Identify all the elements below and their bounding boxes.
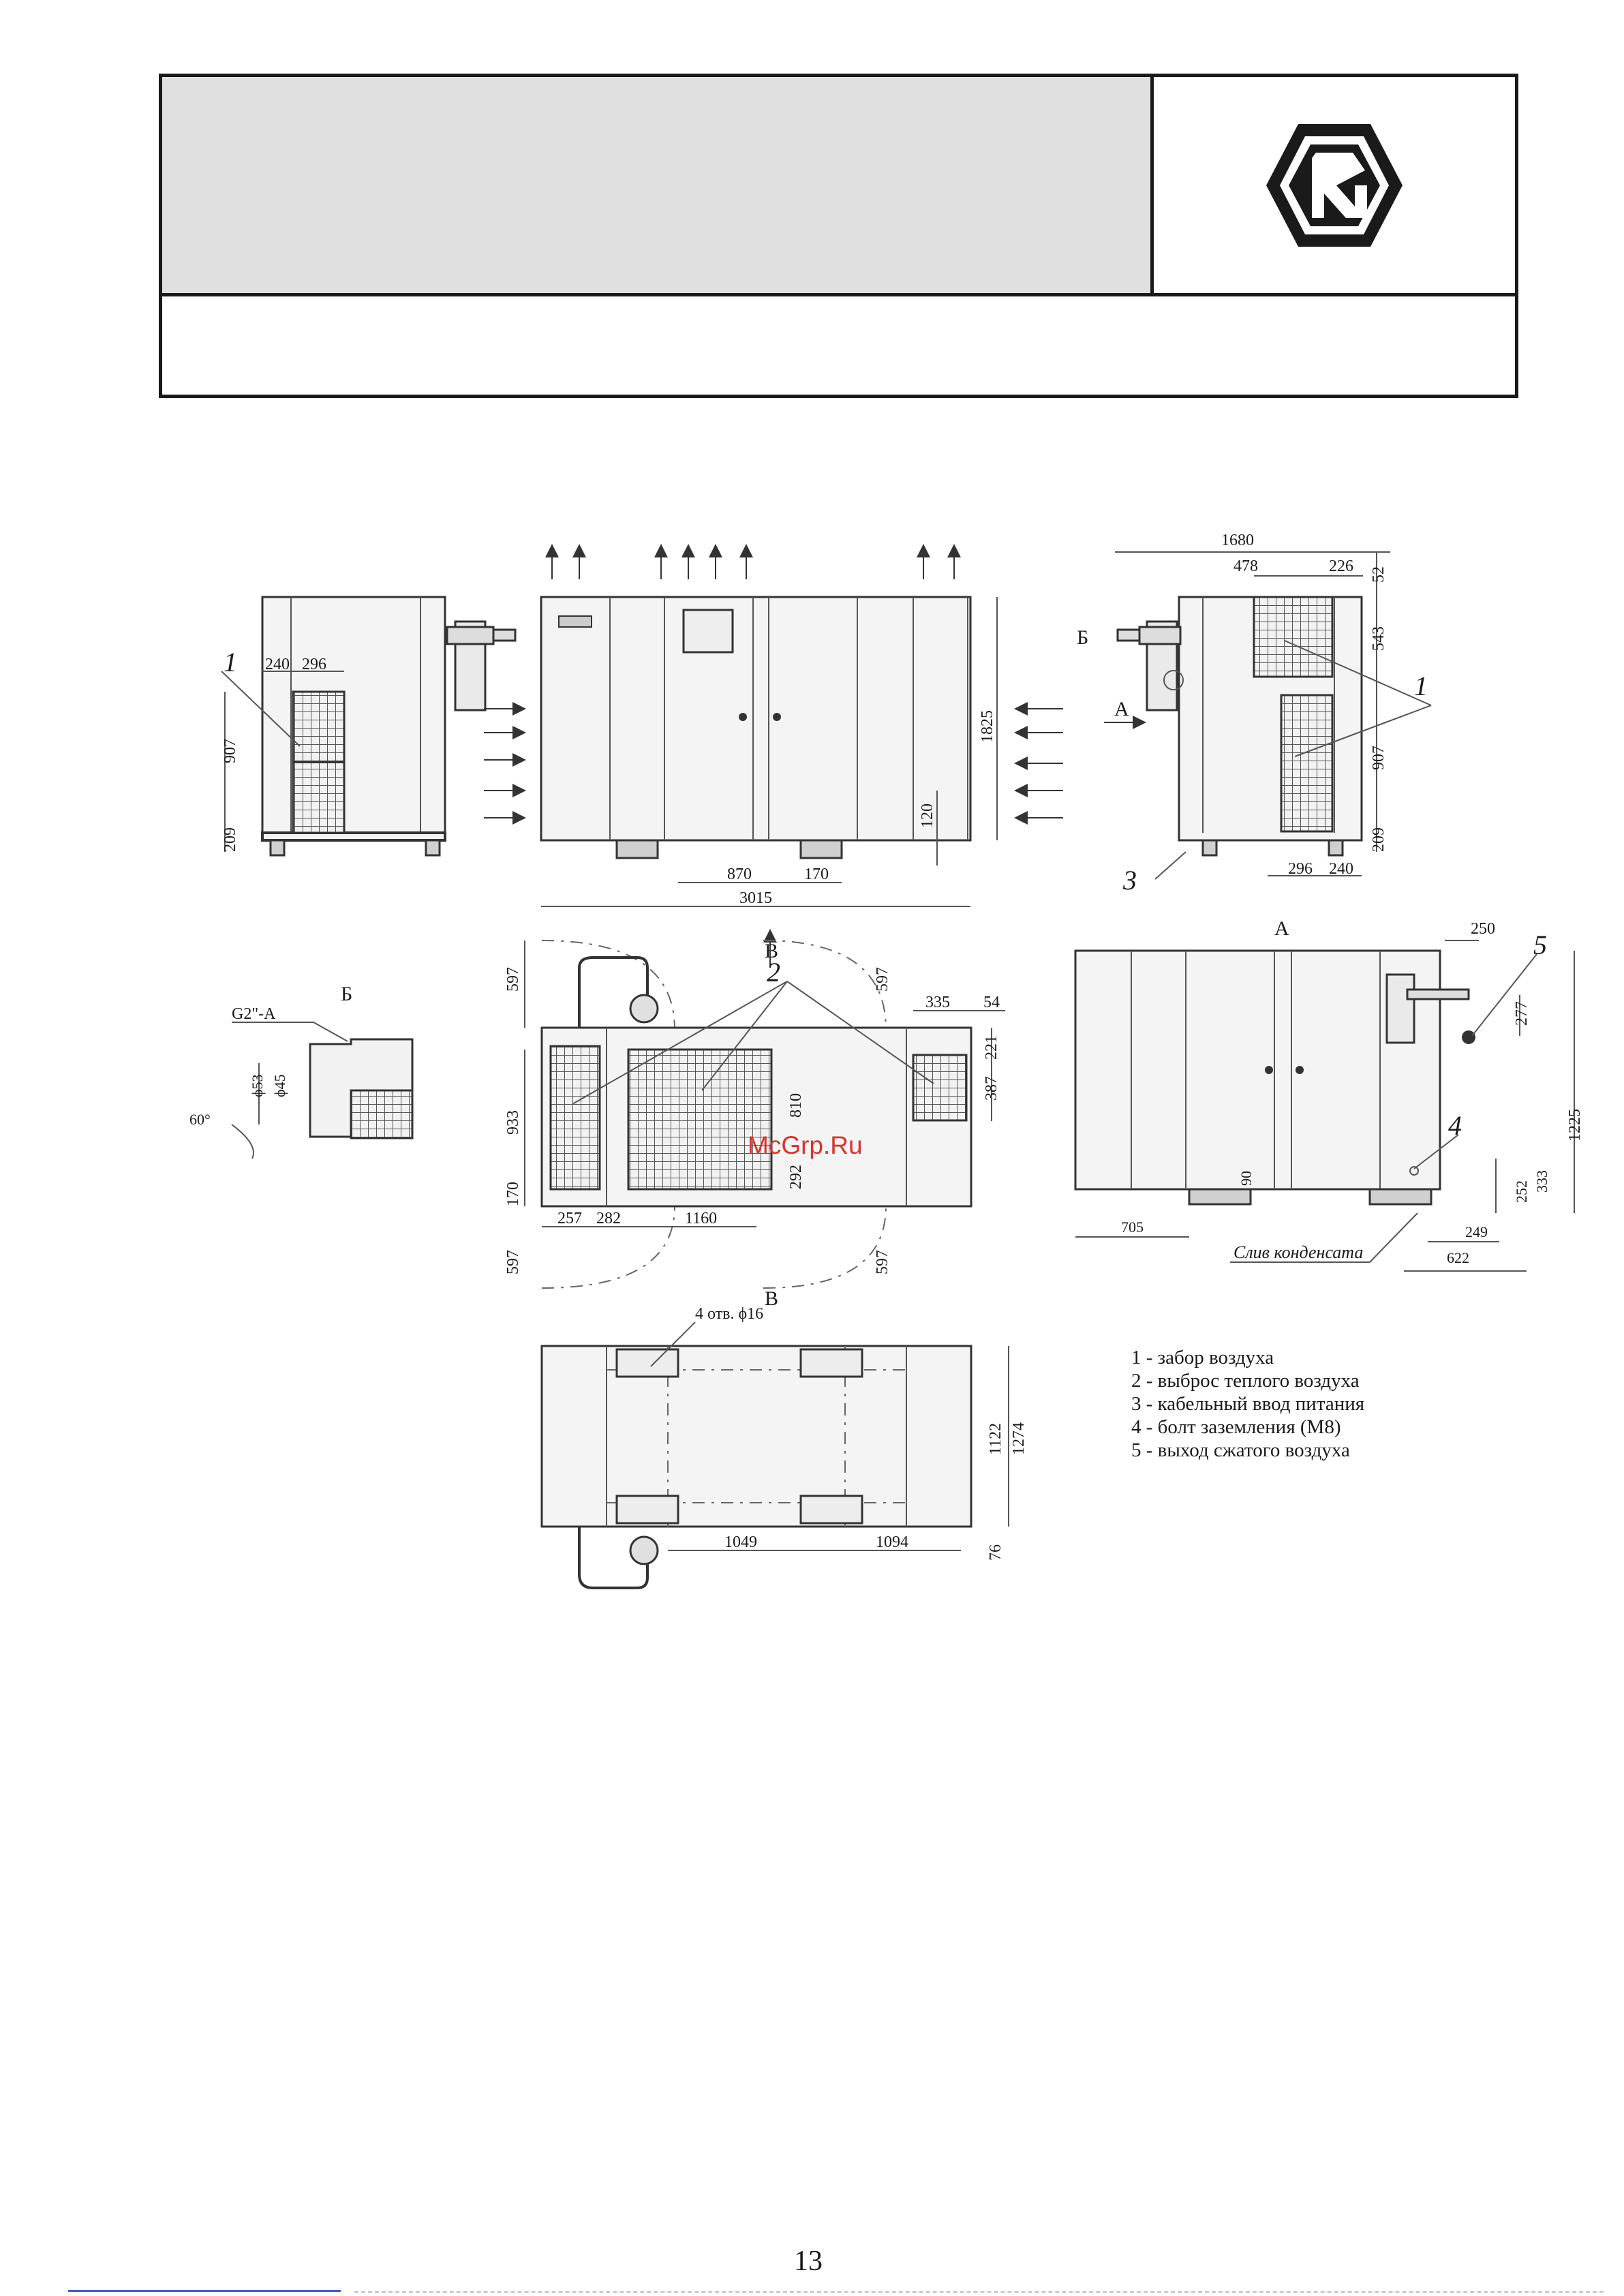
- dim-282: 282: [596, 1210, 621, 1227]
- dim-3015: 3015: [739, 889, 772, 907]
- dim-1274: 1274: [1010, 1422, 1028, 1455]
- legend-item: 4 - болт заземления (М8): [1131, 1416, 1341, 1438]
- dim-333: 333: [1533, 1170, 1550, 1193]
- callout-1-left: 1: [224, 647, 237, 677]
- dim-1094: 1094: [876, 1533, 908, 1551]
- dim-933: 933: [504, 1110, 522, 1135]
- dim-1225: 1225: [1566, 1109, 1584, 1142]
- view-marker-v-base: В: [765, 1287, 779, 1310]
- rear-view-a: [1075, 917, 1584, 1271]
- condensate-label: Слив конденсата: [1234, 1242, 1364, 1262]
- dim-240: 240: [265, 656, 290, 673]
- dim-209: 209: [221, 827, 239, 852]
- dim-226: 226: [1329, 557, 1353, 575]
- view-marker-v-top: В: [765, 940, 779, 962]
- dim-252: 252: [1513, 1180, 1530, 1203]
- dim-1825: 1825: [979, 710, 996, 743]
- dim-1049: 1049: [724, 1533, 757, 1551]
- legend-item: 2 - выброс теплого воздуха: [1131, 1370, 1360, 1392]
- left-side-view: [221, 597, 515, 855]
- legend-item: 5 - выход сжатого воздуха: [1131, 1439, 1350, 1461]
- footer-rule: [354, 2291, 1604, 2293]
- dim-170-top: 170: [504, 1182, 522, 1206]
- dim-76: 76: [987, 1544, 1005, 1561]
- base-view-v: [542, 1287, 1028, 1588]
- dim-52: 52: [1370, 566, 1388, 583]
- page-number: 13: [794, 2246, 823, 2277]
- dim-1122: 1122: [987, 1422, 1005, 1455]
- thread-label: G2"-A: [232, 1005, 276, 1023]
- dim-54: 54: [983, 994, 1000, 1011]
- top-view: [504, 930, 1005, 1288]
- dim-240-right: 240: [1329, 860, 1353, 878]
- callout-1-right: 1: [1414, 671, 1428, 701]
- view-marker-a-title: А: [1274, 917, 1289, 940]
- dim-120: 120: [919, 803, 936, 828]
- dim-387: 387: [983, 1076, 1000, 1101]
- watermark: McGrp.Ru: [748, 1131, 863, 1159]
- dim-907-right: 907: [1370, 746, 1388, 770]
- dim-90: 90: [1238, 1171, 1255, 1186]
- dim-209-right: 209: [1370, 827, 1388, 852]
- dim-597-br: 597: [874, 1250, 891, 1274]
- callout-3: 4: [1448, 1110, 1462, 1141]
- front-view: [484, 545, 1063, 907]
- callout-5: 5: [1533, 930, 1547, 960]
- detail-b-view: [189, 983, 412, 1159]
- footer-link[interactable]: [68, 2290, 341, 2292]
- dim-296-right: 296: [1288, 860, 1313, 878]
- legend-item: 1 - забор воздуха: [1131, 1347, 1274, 1368]
- dim-221: 221: [983, 1035, 1000, 1060]
- dim-543: 543: [1370, 626, 1388, 651]
- callout-4: 3: [1123, 865, 1137, 896]
- view-marker-a: А: [1114, 698, 1129, 720]
- dim-292: 292: [787, 1165, 805, 1189]
- dim-870: 870: [727, 866, 752, 883]
- dim-170: 170: [804, 866, 829, 883]
- dim-249: 249: [1465, 1223, 1488, 1240]
- dim-622: 622: [1447, 1249, 1469, 1266]
- dim-296: 296: [302, 656, 326, 673]
- right-side-view: [1077, 532, 1431, 896]
- callout-2: 2: [767, 957, 780, 988]
- dim-597-tl: 597: [504, 967, 522, 992]
- dim-1160: 1160: [685, 1210, 718, 1227]
- dim-705: 705: [1121, 1219, 1144, 1236]
- dim-810: 810: [787, 1093, 805, 1118]
- dim-597-tr: 597: [874, 967, 891, 992]
- view-marker-b: Б: [1077, 626, 1089, 649]
- dim-478: 478: [1234, 557, 1258, 575]
- legend-item: 3 - кабельный ввод питания: [1131, 1393, 1365, 1415]
- detail-b-title: Б: [341, 983, 353, 1005]
- dim-597-bl: 597: [504, 1250, 522, 1274]
- dim-277: 277: [1513, 1001, 1531, 1026]
- dim-60deg: 60°: [189, 1111, 211, 1128]
- dim-d53: ϕ53: [249, 1074, 266, 1097]
- dim-250: 250: [1471, 920, 1495, 938]
- holes-label: 4 отв. ϕ16: [695, 1305, 764, 1323]
- dim-907: 907: [221, 739, 239, 763]
- dim-335: 335: [925, 994, 950, 1011]
- legend: [1131, 1346, 1364, 1462]
- dim-257: 257: [557, 1210, 582, 1227]
- dim-1680: 1680: [1221, 532, 1254, 549]
- dim-d45: ϕ45: [271, 1074, 288, 1097]
